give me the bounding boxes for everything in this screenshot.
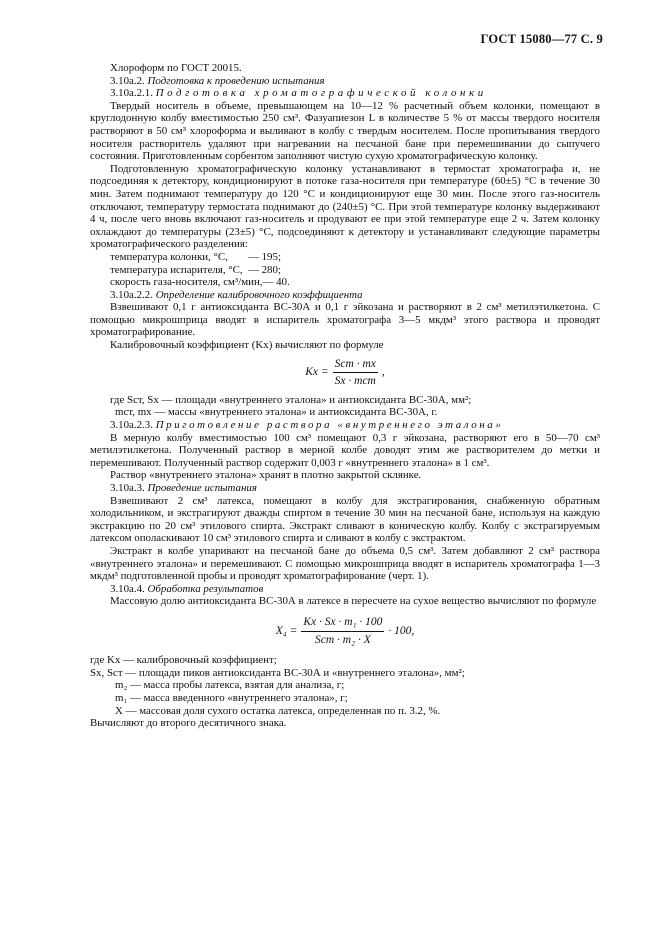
formula-mass-fraction [90, 616, 600, 646]
parameter-value: — 195; [248, 250, 281, 263]
section-heading [90, 583, 600, 596]
page-header: ГОСТ 15080—77 С. 9 [480, 32, 603, 46]
parameter-label: температура испарителя, °С, [110, 263, 243, 276]
document-body [90, 62, 600, 730]
legend-line: где Sст, Sх — площади «внутреннего эталона» и антиоксиданта ВС-30А, мм²; [110, 393, 472, 406]
paragraph: В мерную колбу вместимостью 100 см³ помещают 0,3 г эйкозана, растворяют его в 50—70 см³ метилэтилкетона. Полученный раствор в мерной колбе доводят этим же растворителем до метки и перемешивают. Полученный раствор содержит 0,003 г «внутреннего эталона» в 1 см³. [90, 431, 600, 469]
paragraph: Хлороформ по ГОСТ 20015. [110, 62, 242, 74]
paragraph: Подготовленную хроматографическую колонку устанавливают в термостат хроматографа и, не подсоединяя к детектору, кондиционируют в потоке газа-носителя при температуре (60±5) °С в течение 30 мин. Затем поднимают температуру до 120 °С и кондиционируют еще 30 мин. После этого газ-носитель отключают, температуру термостата поднимают до (240±5) °С. При этой температуре колонку выдерживают 4 ч, после чего вновь включают газ-носитель и продувают ее при этой температуре еще 2 ч. Затем колонку охлаждают до температуры (23±5) °С, подсоединяют к детектору и устанавливают следующие параметры хроматографического разделения: [90, 162, 600, 251]
section-title: Проведение испытания [147, 482, 257, 494]
paragraph: Раствор «внутреннего эталона» хранят в плотно закрытой склянке. [110, 469, 422, 482]
legend-line: Sх, Sст — площади пиков антиоксиданта ВС-30А и «внутреннего эталона», мм²; [90, 666, 465, 679]
section-heading [90, 419, 600, 432]
section-number: 3.10а.2.2. [110, 288, 153, 301]
formula-fraction [333, 358, 378, 388]
section-number: 3.10а.3. [110, 482, 145, 494]
formula-numerator: Sст · mх [333, 358, 378, 374]
formula-lhs: Kх = [305, 366, 329, 379]
formula-denominator: Sх · mст [334, 375, 376, 388]
paragraph: Взвешивают 0,1 г антиоксиданта ВС-30А и 0,1 г эйкозана и растворяют в 2 см³ метилэтилкетона. С помощью микрошприца вводят в испаритель хроматографа 3—5 мкдм³ этого раствора и проводят хроматографирование. [90, 301, 600, 339]
formula-denominator: Sст · m₂ · X [315, 633, 371, 646]
section-heading [90, 75, 600, 88]
paragraph: Взвешивают 2 см³ латекса, помещают в колбу для экстрагирования, снабженную обратным холодильником, и экстрагируют дважды спиртом в течение 30 мин на песчаной бане, используя на каждую экстракцию по 20 см³ этилового спирта. Экстракт сливают в коническую колбу. Колбу с экстрагируемым латексом ополаскивают 10 см³ этилового спирта и сливают в колбу с экстрактом. [90, 494, 600, 545]
formula-calibration [90, 358, 600, 388]
parameter-row [110, 264, 600, 277]
section-number: 3.10а.2.1. [110, 87, 153, 100]
section-title: Подготовка к проведению испытания [147, 74, 325, 87]
formula-legend [90, 394, 600, 419]
paragraph: Твердый носитель в объеме, превышающем на 10—12 % расчетный объем колонки, помещают в круглодонную колбу вместимостью 250 см³. Фазуапиезон L в количестве 5 % от массы твердого носителя растворяют в 50 см³ хлороформа и выливают в колбу с твердым носителем. После пропитывания твердого носителя растворитель удаляют при нагревании на песчаной бане при перемешивании до сыпучего состояния. Приготовленным сорбентом заполняют чистую сухую хроматографическую колонку. [90, 99, 600, 163]
formula-legend [90, 654, 600, 717]
paragraph: Массовую долю антиоксиданта ВС-30А в латексе в пересчете на сухое вещество вычисляют по формуле [110, 595, 597, 608]
section-heading [90, 87, 600, 100]
formula-lhs: X₄ = [275, 624, 298, 637]
parameter-list [90, 251, 600, 289]
parameter-label: скорость газа-носителя, см³/мин,— 40. [110, 276, 290, 289]
section-number: 3.10а.2.3. [110, 419, 153, 432]
section-heading [90, 289, 600, 302]
section-title: Обработка результатов [147, 582, 264, 595]
formula-fraction [301, 616, 384, 646]
paragraph: Вычисляют до второго десятичного знака. [90, 717, 287, 730]
legend-line: m₁ — масса введенного «внутреннего эталона», г; [115, 691, 348, 704]
formula-numerator: Kх · Sх · m₁ · 100 [301, 616, 384, 632]
section-title: Приготовление раствора «внутреннего эталона» [155, 419, 504, 432]
legend-line: где Kх — калибровочный коэффициент; [90, 654, 277, 667]
section-number: 3.10а.4. [110, 582, 145, 595]
legend-line: X — массовая доля сухого остатка латекса, определенная по п. 3.2, %. [115, 704, 441, 717]
section-number: 3.10а.2. [110, 74, 145, 87]
parameter-row [110, 251, 600, 264]
formula-tail: · 100, [388, 624, 415, 637]
legend-line: mст, mх — массы «внутреннего эталона» и антиоксиданта ВС-30А, г. [115, 406, 438, 419]
paragraph: Экстракт в колбе упаривают на песчаной бане до объема 0,5 см³. Затем добавляют 2 см³ раствора «внутреннего эталона» и перемешивают. С помощью микрошприца вводят в испаритель хроматографа 1—3 мкдм³ подготовленной пробы и проводят хроматографирование (черт. 1). [90, 544, 600, 583]
parameter-value: — 280; [248, 263, 281, 276]
parameter-label: температура колонки, °С, [110, 250, 228, 263]
legend-line: m₂ — масса пробы латекса, взятая для анализа, г; [115, 679, 345, 692]
paragraph: Калибровочный коэффициент (Kх) вычисляют по формуле [110, 339, 384, 352]
parameter-row [110, 276, 600, 289]
formula-tail: , [381, 366, 385, 379]
section-title: Подготовка хроматографической колонки [155, 87, 487, 100]
section-heading [90, 482, 600, 495]
section-title: Определение калибровочного коэффициента [155, 288, 363, 301]
